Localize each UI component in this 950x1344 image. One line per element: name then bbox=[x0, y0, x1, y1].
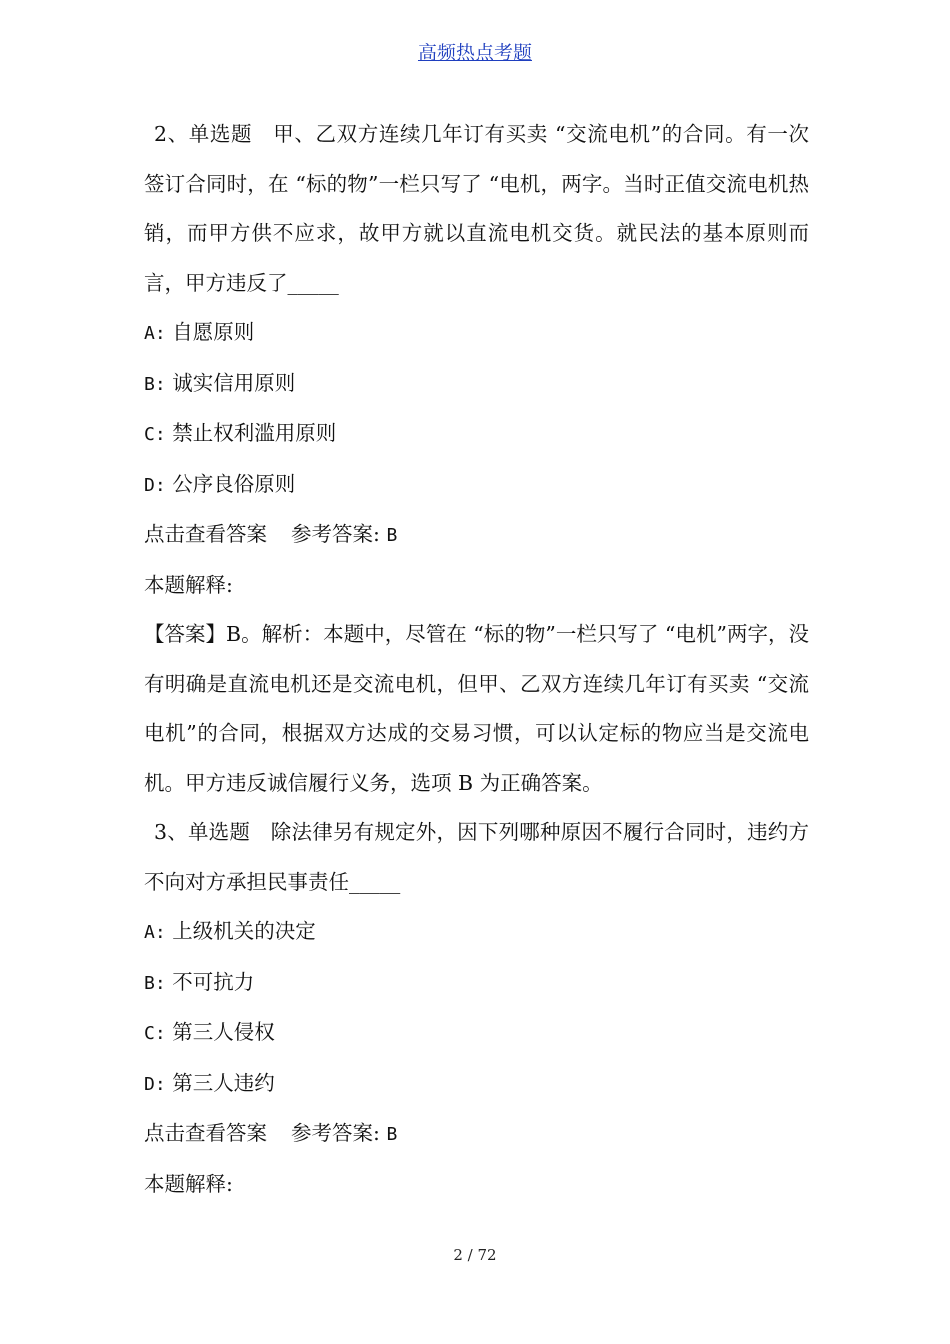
question-3-stem: 3、单选题 除法律另有规定外，因下列哪种原因不履行合同时，违约方不向对方承担民事责任_____ bbox=[144, 820, 809, 894]
reference-answer-label: 参考答案: bbox=[291, 1121, 380, 1145]
question-3-option-c bbox=[144, 1008, 809, 1059]
option-text: 上级机关的决定 bbox=[172, 919, 316, 943]
page-number: 2 / 72 bbox=[453, 1246, 497, 1264]
document-body bbox=[144, 110, 809, 1209]
option-letter: D: bbox=[144, 1073, 166, 1095]
option-letter: A: bbox=[144, 922, 166, 943]
question-2-option-b bbox=[144, 359, 809, 410]
reference-answer-label: 参考答案: bbox=[291, 522, 380, 546]
question-3-option-d bbox=[144, 1059, 809, 1110]
option-text: 诚实信用原则 bbox=[172, 370, 296, 395]
question-3-option-a bbox=[144, 907, 809, 958]
question-3-option-b bbox=[144, 958, 809, 1009]
option-text: 不可抗力 bbox=[172, 969, 255, 994]
reference-answer-value: B bbox=[386, 525, 398, 546]
option-letter: D: bbox=[144, 474, 166, 496]
question-2-answer-row bbox=[144, 510, 809, 561]
question-3-answer-row bbox=[144, 1109, 809, 1160]
show-answer-link[interactable]: 点击查看答案 bbox=[144, 522, 267, 546]
header-title-link[interactable]: 高频热点考题 bbox=[417, 42, 532, 64]
question-2-explain-label: 本题解释: bbox=[144, 572, 233, 597]
question-2-stem: 2、单选题 甲、乙双方连续几年订有买卖 “交流电机”的合同。有一次签订合同时，在 “标的物”一栏只写了 “电机，两字。当时正值交流电机热销，而甲方供不应求，故甲方就以直流电机交货。就民法的基本原则而言，甲方违反了_____ bbox=[144, 122, 809, 295]
option-letter: C: bbox=[144, 1023, 166, 1044]
option-letter: A: bbox=[144, 323, 166, 344]
question-3-explain-label: 本题解释: bbox=[144, 1171, 233, 1196]
option-letter: B: bbox=[144, 972, 166, 994]
question-2-option-c bbox=[144, 409, 809, 460]
option-text: 第三人违约 bbox=[172, 1070, 275, 1095]
question-2-explanation: 【答案】B。解析：本题中，尽管在 “标的物”一栏只写了 “电机”两字，没有明确是直流电机还是交流电机，但甲、乙双方连续几年订有买卖 “交流电机”的合同，根据双方达成的交易习惯，可以认定标的物应当是交流电机。甲方违反诚信履行义务，选项 B 为正确答案。 bbox=[144, 622, 809, 795]
option-letter: C: bbox=[144, 424, 166, 445]
show-answer-link[interactable]: 点击查看答案 bbox=[144, 1121, 267, 1145]
question-2-option-d bbox=[144, 460, 809, 511]
option-text: 禁止权利滥用原则 bbox=[172, 421, 337, 445]
question-2-option-a bbox=[144, 308, 809, 359]
reference-answer-value: B bbox=[386, 1124, 398, 1145]
option-text: 公序良俗原则 bbox=[172, 471, 296, 496]
option-letter: B: bbox=[144, 373, 166, 395]
option-text: 自愿原则 bbox=[172, 320, 255, 344]
option-text: 第三人侵权 bbox=[172, 1020, 275, 1044]
